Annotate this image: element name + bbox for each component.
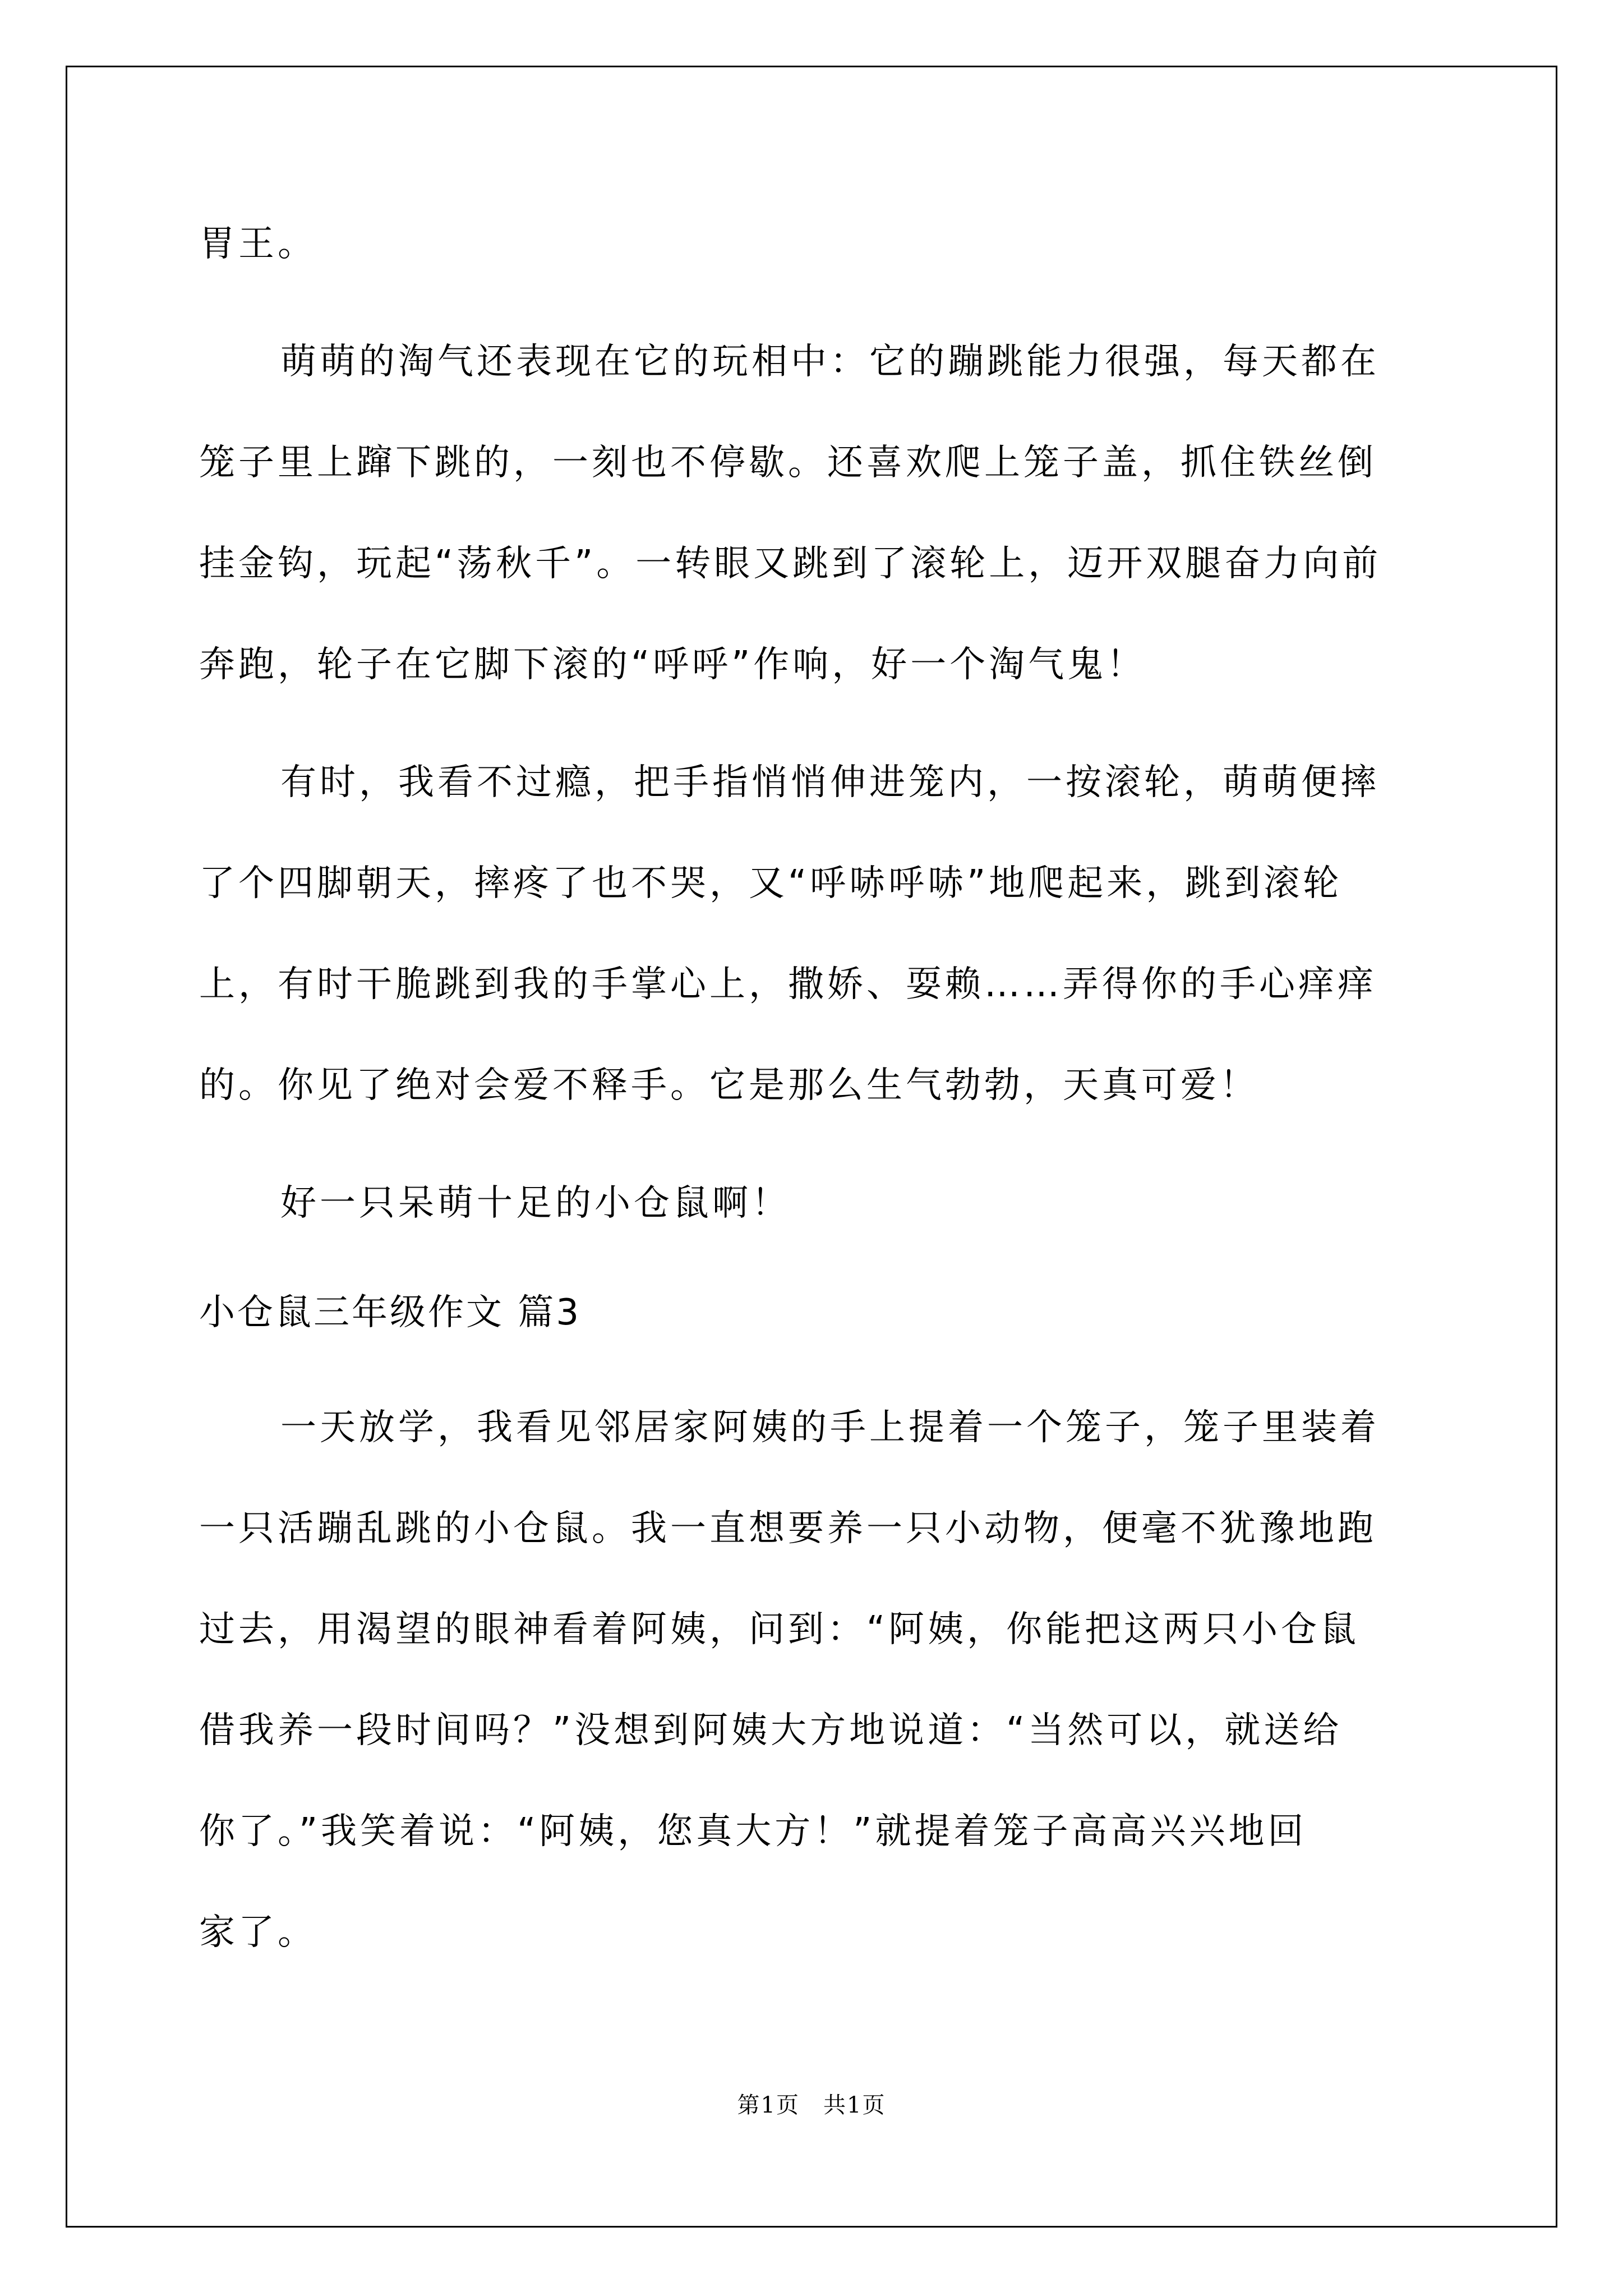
text-line: 借我养一段时间吗？”没想到阿姨大方地说道：“当然可以，就送给	[199, 1710, 1343, 1751]
page-number-footer: 第1页 共1页	[737, 2092, 886, 2118]
text-line: 一只活蹦乱跳的小仓鼠。我一直想要养一只小动物，便毫不犹豫地跑	[199, 1508, 1377, 1549]
text-line: 的。你见了绝对会爱不释手。它是那么生气勃勃，天真可爱！	[199, 1065, 1259, 1106]
text-line: 了个四脚朝天，摔疼了也不哭，又“呼哧呼哧”地爬起来，跳到滚轮	[199, 863, 1343, 904]
text-line: 上，有时干脆跳到我的手掌心上，撒娇、耍赖……弄得你的手心痒痒	[199, 964, 1377, 1005]
text-line: 过去，用渴望的眼神看着阿姨，问到：“阿姨，你能把这两只小仓鼠	[199, 1609, 1360, 1650]
page-border	[66, 66, 1557, 2228]
text-line: 家了。	[199, 1912, 317, 1953]
text-line: 一天放学，我看见邻居家阿姨的手上提着一个笼子，笼子里装着	[280, 1407, 1380, 1448]
text-line: 胃王。	[199, 223, 317, 265]
text-line: 萌萌的淘气还表现在它的玩相中：它的蹦跳能力很强，每天都在	[280, 341, 1380, 383]
section-heading: 小仓鼠三年级作文 篇3	[199, 1292, 582, 1333]
text-line: 挂金钩，玩起“荡秋千”。一转眼又跳到了滚轮上，迈开双腿奋力向前	[199, 543, 1382, 585]
text-line: 有时，我看不过瘾，把手指悄悄伸进笼内，一按滚轮，萌萌便摔	[280, 762, 1380, 803]
text-line: 奔跑，轮子在它脚下滚的“呼呼”作响，好一个淘气鬼！	[199, 644, 1146, 685]
text-line: 笼子里上蹿下跳的，一刻也不停歇。还喜欢爬上笼子盖，抓住铁丝倒	[199, 442, 1377, 484]
text-line: 你了。”我笑着说：“阿姨，您真大方！”就提着笼子高高兴兴地回	[199, 1811, 1307, 1852]
text-line: 好一只呆萌十足的小仓鼠啊！	[280, 1182, 791, 1224]
